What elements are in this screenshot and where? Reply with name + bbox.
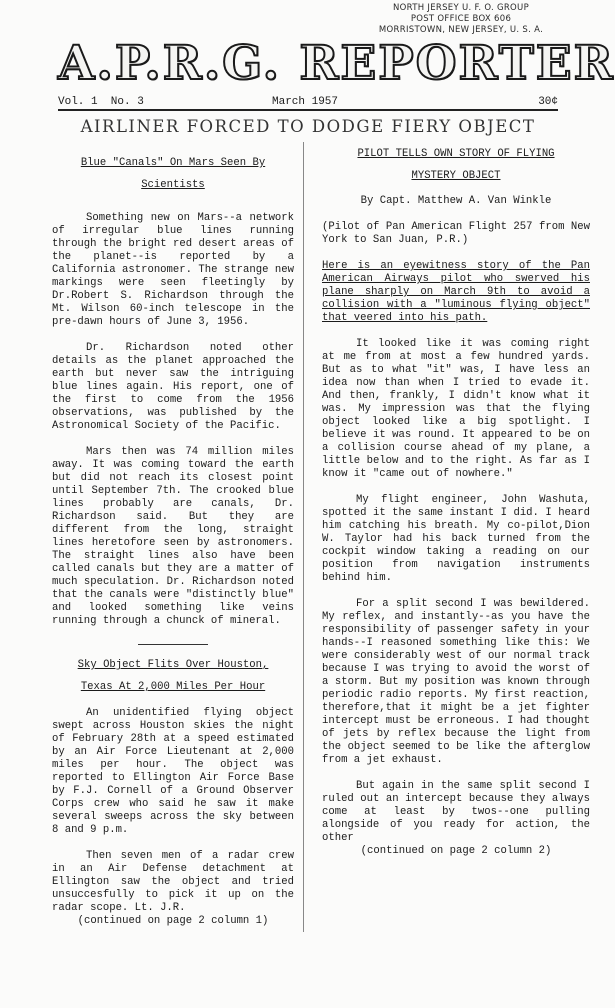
right-column [322, 148, 590, 858]
column-divider [303, 142, 304, 932]
story-paragraph: For a split second I was bewildered. My reflex, and instantly--as you have the responsibility of passenger safety in your hands--I reasoned something like this: We were considerably west of our normal track because I was trying to avoid the worst of a storm. But my position was known through periodic radio reports. My first reaction, therefore,that it might be a jet fighter intercept must be erroneous. I had thought of jets by reflex because the light from the object seemed to be like the afterglow from a jet exhaust. [322, 598, 590, 766]
masthead-title: A.P.R.G. REPORTER [58, 36, 615, 91]
story-intro: Here is an eyewitness story of the Pan American Airways pilot who swerved his plane sharply on March 9th to avoid a collision with a "luminous flying object" that veered into his path. [322, 260, 590, 324]
publisher-address [371, 3, 551, 36]
story-paragraph: Then seven men of a radar crew in an Air Defense detachment at Ellington saw the object and tried unsuccesfully to pick it up on the radar scope. Lt. J.R. [52, 850, 294, 914]
story-title: Sky Object Flits Over Houston, [77, 659, 269, 671]
story-paragraph: Mars then was 74 million miles away. It was coming toward the earth but did not reach its closest point until September 7th. The crooked blue lines probably are canals, Dr. Richardson said. But they are different from the long, straight lines heretofore seen by astronomers. The straight lines also have been called canals but they are a matter of much speculation. Dr. Richardson noted that the canals were "distinctly blue" and looked something like veins running through a chunck of mineral. [52, 446, 294, 627]
issue-volume: Vol. 1 No. 3 [58, 96, 144, 108]
story-paragraph: My flight engineer, John Washuta, spotted it the same instant I did. I heard him catching his breath. My co-pilot,Dion W. Taylor had his back turned from the cockpit window taking a reading on our position from navigation instruments behind him. [322, 494, 590, 584]
address-line: NORTH JERSEY U. F. O. GROUP [393, 3, 529, 13]
story-title: PILOT TELLS OWN STORY OF FLYING [357, 148, 555, 160]
story-title: Blue "Canals" On Mars Seen By [80, 157, 266, 169]
section-rule [138, 644, 208, 645]
story-title: Texas At 2,000 Miles Per Hour [80, 681, 266, 693]
story-paragraph: Dr. Richardson noted other details as the planet approached the earth but never saw the intriguing blue lines again. His report, one of the first to come from the 1956 observations, was published by the Astronomical Society of the Pacific. [52, 342, 294, 432]
left-column [52, 157, 294, 928]
issue-price: 30¢ [538, 96, 558, 108]
story-paragraph: Something new on Mars--a network of irregular blue lines running through the bright red desert areas of the planet--is reported by a California astronomer. The strange new markings were seen fleetingly by Dr.Robert S. Richardson through the Mt. Wilson 60-inch telescope in the pre-dawn hours of June 3, 1956. [52, 212, 294, 328]
story-paragraph: An unidentified flying object swept across Houston skies the night of February 28th at a speed estimated by an Air Force Lieutenant at 2,000 miles per hour. The object was reported to Ellington Air Force Base by F.J. Cornell of a Ground Observer Corps crew who said he saw it make several sweeps across the sky between 8 and 9 p.m. [52, 707, 294, 836]
issue-bar [58, 95, 558, 111]
byline-note: (Pilot of Pan American Flight 257 from New York to San Juan, P.R.) [322, 221, 590, 246]
byline: By Capt. Matthew A. Van Winkle [360, 195, 552, 207]
story-paragraph: It looked like it was coming right at me from at most a few hundred yards. But as to what "it" was, I have less an idea now than when I tried to evade it. And then, frankly, I didn't know what it was. My impression was that the flying object looked like a big spotlight. I believe it was round. It appeared to be on a collision course ahead of my plane, a little below and to the right. As far as I know it "came out of nowhere." [322, 338, 590, 480]
main-headline: AIRLINER FORCED TO DODGE FIERY OBJECT [80, 117, 536, 136]
address-line: POST OFFICE BOX 606 [410, 14, 512, 24]
address-line: MORRISTOWN, NEW JERSEY, U. S. A. [378, 25, 544, 35]
issue-date: March 1957 [272, 96, 339, 108]
story-paragraph: But again in the same split second I ruled out an intercept because they always come at least by twos--one pulling alongside of you ready for action, the other [322, 780, 590, 844]
continued-note: (continued on page 2 column 1) [77, 915, 269, 927]
continued-note: (continued on page 2 column 2) [360, 845, 552, 857]
story-title: MYSTERY OBJECT [411, 170, 501, 182]
story-title: Scientists [141, 179, 205, 191]
